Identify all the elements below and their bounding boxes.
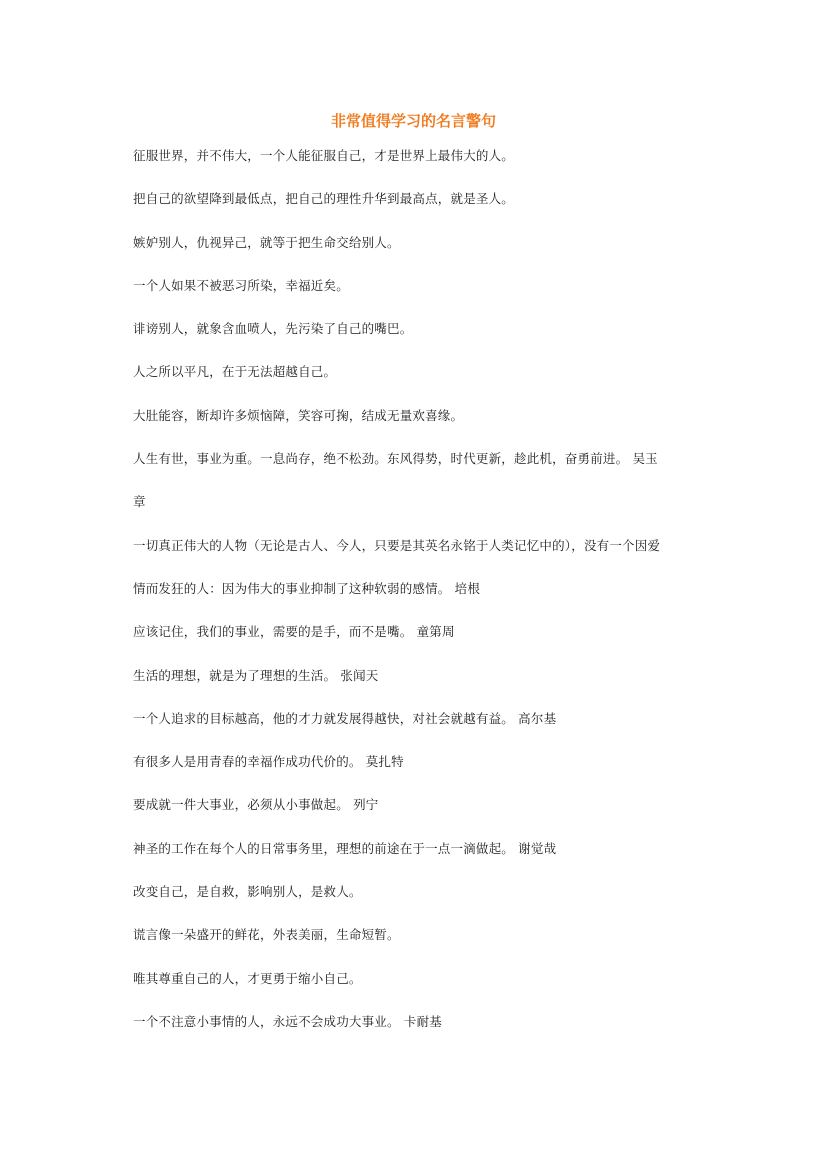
text-line: 唯其尊重自己的人，才更勇于缩小自己。 — [133, 970, 362, 986]
text-line: 征服世界，并不伟大，一个人能征服自己，才是世界上最伟大的人。 — [133, 148, 515, 163]
text-line: 人之所以平凡，在于无法超越自己。 — [133, 364, 337, 380]
text-line: 人生有世，事业为重。一息尚存，绝不松劲。东风得势，时代更新，趁此机，奋勇前进。 吴玉 — [133, 451, 658, 467]
text-line: 大肚能容，断却许多烦恼障，笑容可掬，结成无量欢喜缘。 — [133, 407, 464, 423]
text-line: 诽谤别人，就象含血喷人，先污染了自己的嘴巴。 — [133, 321, 413, 337]
text-line: 情而发狂的人：因为伟大的事业抑制了这种软弱的感情。 培根 — [133, 580, 481, 596]
text-line: 有很多人是用青春的幸福作成功代价的。 莫扎特 — [133, 754, 404, 770]
text-line: 谎言像一朵盛开的鲜花，外表美丽，生命短暂。 — [133, 927, 400, 943]
document-title: 非常值得学习的名言警句 — [330, 112, 496, 130]
quote-list — [133, 146, 703, 1055]
text-line: 神圣的工作在每个人的日常事务里，理想的前途在于一点一滴做起。 谢觉哉 — [133, 840, 557, 856]
text-line: 一个不注意小事情的人，永远不会成功大事业。 卡耐基 — [133, 1013, 442, 1029]
text-line: 一切真正伟大的人物（无论是古人、今人，只要是其英名永铭于人类记忆中的），没有一个因爱 — [133, 537, 661, 553]
text-line: 应该记住，我们的事业，需要的是手，而不是嘴。 童第周 — [133, 624, 455, 640]
text-line: 改变自己，是自救，影响别人，是救人。 — [133, 884, 362, 900]
text-line: 嫉妒别人，仇视异己，就等于把生命交给别人。 — [133, 234, 400, 250]
text-line: 一个人追求的目标越高，他的才力就发展得越快，对社会就越有益。 高尔基 — [133, 710, 557, 726]
text-line: 要成就一件大事业，必须从小事做起。 列宁 — [133, 797, 379, 813]
text-line: 一个人如果不被恶习所染，幸福近矣。 — [133, 277, 349, 293]
text-line: 生活的理想，就是为了理想的生活。 张闻天 — [133, 667, 379, 683]
text-line: 章 — [133, 494, 146, 510]
text-line: 把自己的欲望降到最低点，把自己的理性升华到最高点，就是圣人。 — [133, 191, 515, 207]
